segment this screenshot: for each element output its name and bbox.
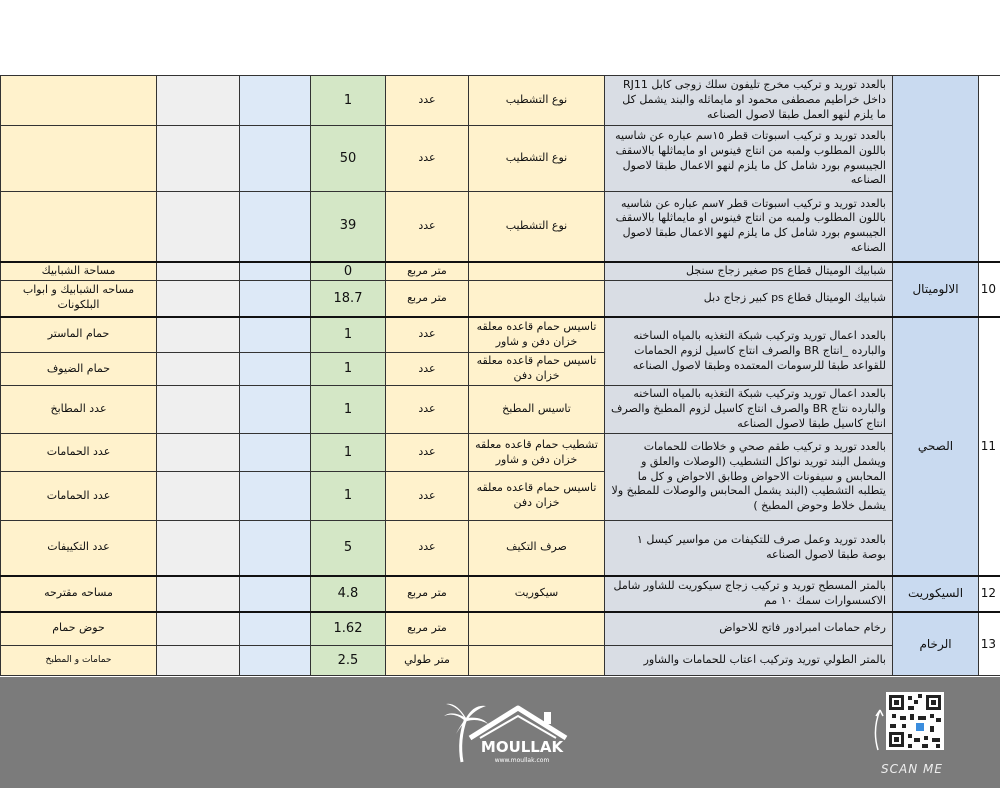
item-category: الرخام: [893, 612, 979, 676]
quantity: 18.7: [311, 281, 386, 317]
unit: عدد: [386, 76, 469, 126]
quantity-note: عدد التكييفات: [1, 521, 157, 576]
scan-me-label: SCAN ME: [881, 762, 943, 776]
blank-cell: [157, 262, 240, 281]
blank-cell: [157, 76, 240, 126]
quantity: 1: [311, 353, 386, 386]
quantity-note: مساحه مقترحه: [1, 576, 157, 612]
blank-cell: [157, 521, 240, 576]
item-number: 10: [979, 262, 1000, 317]
unit: عدد: [386, 434, 469, 472]
blank-cell: [157, 353, 240, 386]
work-type: نوع التشطيب: [469, 76, 605, 126]
table-row: [1, 126, 1000, 192]
quantity-note: حمام الضيوف: [1, 353, 157, 386]
unit: متر طولي: [386, 646, 469, 676]
blank-cell: [157, 646, 240, 676]
quantity: 1.62: [311, 612, 386, 646]
blank-cell: [157, 434, 240, 472]
blank-cell: [240, 262, 311, 281]
roof-icon: [470, 708, 566, 738]
item-description: بالعدد توريد وعمل صرف للتكيفات من مواسير كيسل ١ بوصة طبقا لاصول الصناعه: [605, 521, 893, 576]
work-type: تاسيس المطبخ: [469, 386, 605, 434]
unit: متر مربع: [386, 576, 469, 612]
brand-website: www.moullak.com: [494, 757, 550, 764]
table-row: [1, 281, 1000, 317]
blank-cell: [240, 353, 311, 386]
item-number: 11: [979, 317, 1000, 576]
item-description: بالعدد توريد و تركيب طقم صحي و خلاطات للحمامات ويشمل البند توريد نواكل التشطيب (الوصلات والعلق و المحابس و سيفونات الاحواض وطابق الاحواض و كل ما يتطلبه التشطيب (البند يشمل المحابس والوصلات للمطبخ ولا يشمل خلاط وحوض المطبخ ): [605, 434, 893, 521]
table-row: [1, 646, 1000, 676]
work-type: [469, 281, 605, 317]
quantity-note: عدد المطابخ: [1, 386, 157, 434]
unit: متر مربع: [386, 612, 469, 646]
work-type: نوع التشطيب: [469, 126, 605, 192]
blank-cell: [157, 317, 240, 353]
quantity: 1: [311, 76, 386, 126]
table-row: [1, 521, 1000, 576]
quantity: 39: [311, 192, 386, 262]
moullak-logo: [440, 700, 575, 770]
item-description: بالعدد اعمال توريد وتركيب شبكة التغذيه بالمياه الساخنه والبارده _انتاج BR والصرف انتاج كاسيل لزوم الحمامات للقواعد طبقا للرسومات المعتمده وطبقا لاصول الصناعه: [605, 317, 893, 386]
blank-cell: [240, 434, 311, 472]
item-category: [893, 76, 979, 262]
blank-cell: [240, 281, 311, 317]
quantity: 1: [311, 434, 386, 472]
quantity-note: مساحه الشبابيك و ابواب البلكونات: [1, 281, 157, 317]
quantity-note: [1, 76, 157, 126]
blank-cell: [240, 192, 311, 262]
table-row: [1, 76, 1000, 126]
work-type: نوع التشطيب: [469, 192, 605, 262]
quantity: 1: [311, 386, 386, 434]
work-type: [469, 612, 605, 646]
quantity-note: حمام الماستر: [1, 317, 157, 353]
unit: عدد: [386, 521, 469, 576]
blank-cell: [240, 472, 311, 521]
unit: عدد: [386, 317, 469, 353]
blank-cell: [157, 612, 240, 646]
unit: عدد: [386, 126, 469, 192]
quantity: 0: [311, 262, 386, 281]
work-type: تاسيس حمام قاعده معلقه خزان دفن و شاور: [469, 317, 605, 353]
item-category: السيكوريت: [893, 576, 979, 612]
blank-cell: [157, 126, 240, 192]
quantity: 1: [311, 317, 386, 353]
quantity: 1: [311, 472, 386, 521]
blank-cell: [157, 576, 240, 612]
item-description: رخام حمامات امبرادور فاتح للاحواض: [605, 612, 893, 646]
boq-table-container: [0, 75, 1000, 677]
item-description: بالمتر المسطح توريد و تركيب زجاج سيكوريت للشاور شامل الاكسسوارات سمك ١٠ مم: [605, 576, 893, 612]
quantity: 4.8: [311, 576, 386, 612]
item-description: بالعدد اعمال توريد وتركيب شبكة التغذيه بالمياه الساخنه والبارده نتاج BR والصرف انتاج كاسيل لزوم المطبخ والصرف انتاج كاسيل طبقا لاصول الصناعه: [605, 386, 893, 434]
quantity: 2.5: [311, 646, 386, 676]
item-description: بالعدد توريد و تركيب اسبوتات قطر ٧سم عباره عن شاسيه باللون المطلوب ولمبه من انتاج فينوس او مايماثلها بالاسقف الجيبسوم بورد شامل كل ما يلزم لنهو الاعمال طبقا لاصول الصناعه: [605, 192, 893, 262]
work-type: سيكوريت: [469, 576, 605, 612]
blank-cell: [157, 281, 240, 317]
blank-cell: [240, 521, 311, 576]
scan-arrow-icon: [875, 710, 883, 750]
item-description: بالمتر الطولي توريد وتركيب اعتاب للحمامات والشاور: [605, 646, 893, 676]
item-number: [979, 76, 1000, 262]
quantity-note: مساحة الشبابيك: [1, 262, 157, 281]
work-type: تاسيس حمام قاعده معلقه خزان دفن: [469, 472, 605, 521]
unit: متر مربع: [386, 262, 469, 281]
blank-cell: [157, 192, 240, 262]
blank-cell: [240, 576, 311, 612]
quantity-note: حمامات و المطبخ: [1, 646, 157, 676]
unit: عدد: [386, 192, 469, 262]
item-number: 13: [979, 612, 1000, 676]
boq-table: [0, 75, 1000, 676]
table-row: [1, 576, 1000, 612]
item-description: بالعدد توريد و تركيب مخرج تليفون سلك زوجى كابل RJ11 داخل خراطيم مصطفى محمود او مايماثله والبند يشمل كل ما يلزم لنهو العمل طبقا لاصول الصناعه: [605, 76, 893, 126]
work-type: [469, 262, 605, 281]
quantity-note: عدد الحمامات: [1, 472, 157, 521]
table-row: [1, 317, 1000, 353]
blank-cell: [240, 76, 311, 126]
item-category: الالوميتال: [893, 262, 979, 317]
blank-cell: [240, 612, 311, 646]
item-description: شبابيك الوميتال قطاع ps كبير زجاج دبل: [605, 281, 893, 317]
table-row: [1, 192, 1000, 262]
blank-cell: [157, 472, 240, 521]
table-row: [1, 612, 1000, 646]
unit: عدد: [386, 386, 469, 434]
quantity-note: [1, 126, 157, 192]
quantity-note: [1, 192, 157, 262]
table-row: [1, 434, 1000, 472]
qr-pattern-icon: [886, 692, 944, 750]
item-description: شبابيك الوميتال قطاع ps صغير زجاج سنجل: [605, 262, 893, 281]
blank-cell: [240, 126, 311, 192]
item-number: 12: [979, 576, 1000, 612]
blank-cell: [240, 317, 311, 353]
work-type: صرف التكيف: [469, 521, 605, 576]
blank-cell: [240, 646, 311, 676]
unit: عدد: [386, 472, 469, 521]
quantity-note: عدد الحمامات: [1, 434, 157, 472]
work-type: تاسيس حمام قاعده معلقه خزان دفن: [469, 353, 605, 386]
table-row: [1, 262, 1000, 281]
item-category: الصحي: [893, 317, 979, 576]
blank-cell: [157, 386, 240, 434]
unit: متر مربع: [386, 281, 469, 317]
table-row: [1, 386, 1000, 434]
quantity: 50: [311, 126, 386, 192]
quantity-note: حوض حمام: [1, 612, 157, 646]
work-type: تشطيب حمام قاعده معلقه خزان دفن و شاور: [469, 434, 605, 472]
blank-cell: [240, 386, 311, 434]
quantity: 5: [311, 521, 386, 576]
brand-name: MOULLAK: [480, 738, 564, 756]
item-description: بالعدد توريد و تركيب اسبوتات قطر ١٥سم عباره عن شاسيه باللون المطلوب ولمبه من انتاج فينوس او مايماثلها بالاسقف الجيبسوم بورد شامل كل ما يلزم لنهو الاعمال طبقا لاصول الصناعه: [605, 126, 893, 192]
unit: عدد: [386, 353, 469, 386]
work-type: [469, 646, 605, 676]
